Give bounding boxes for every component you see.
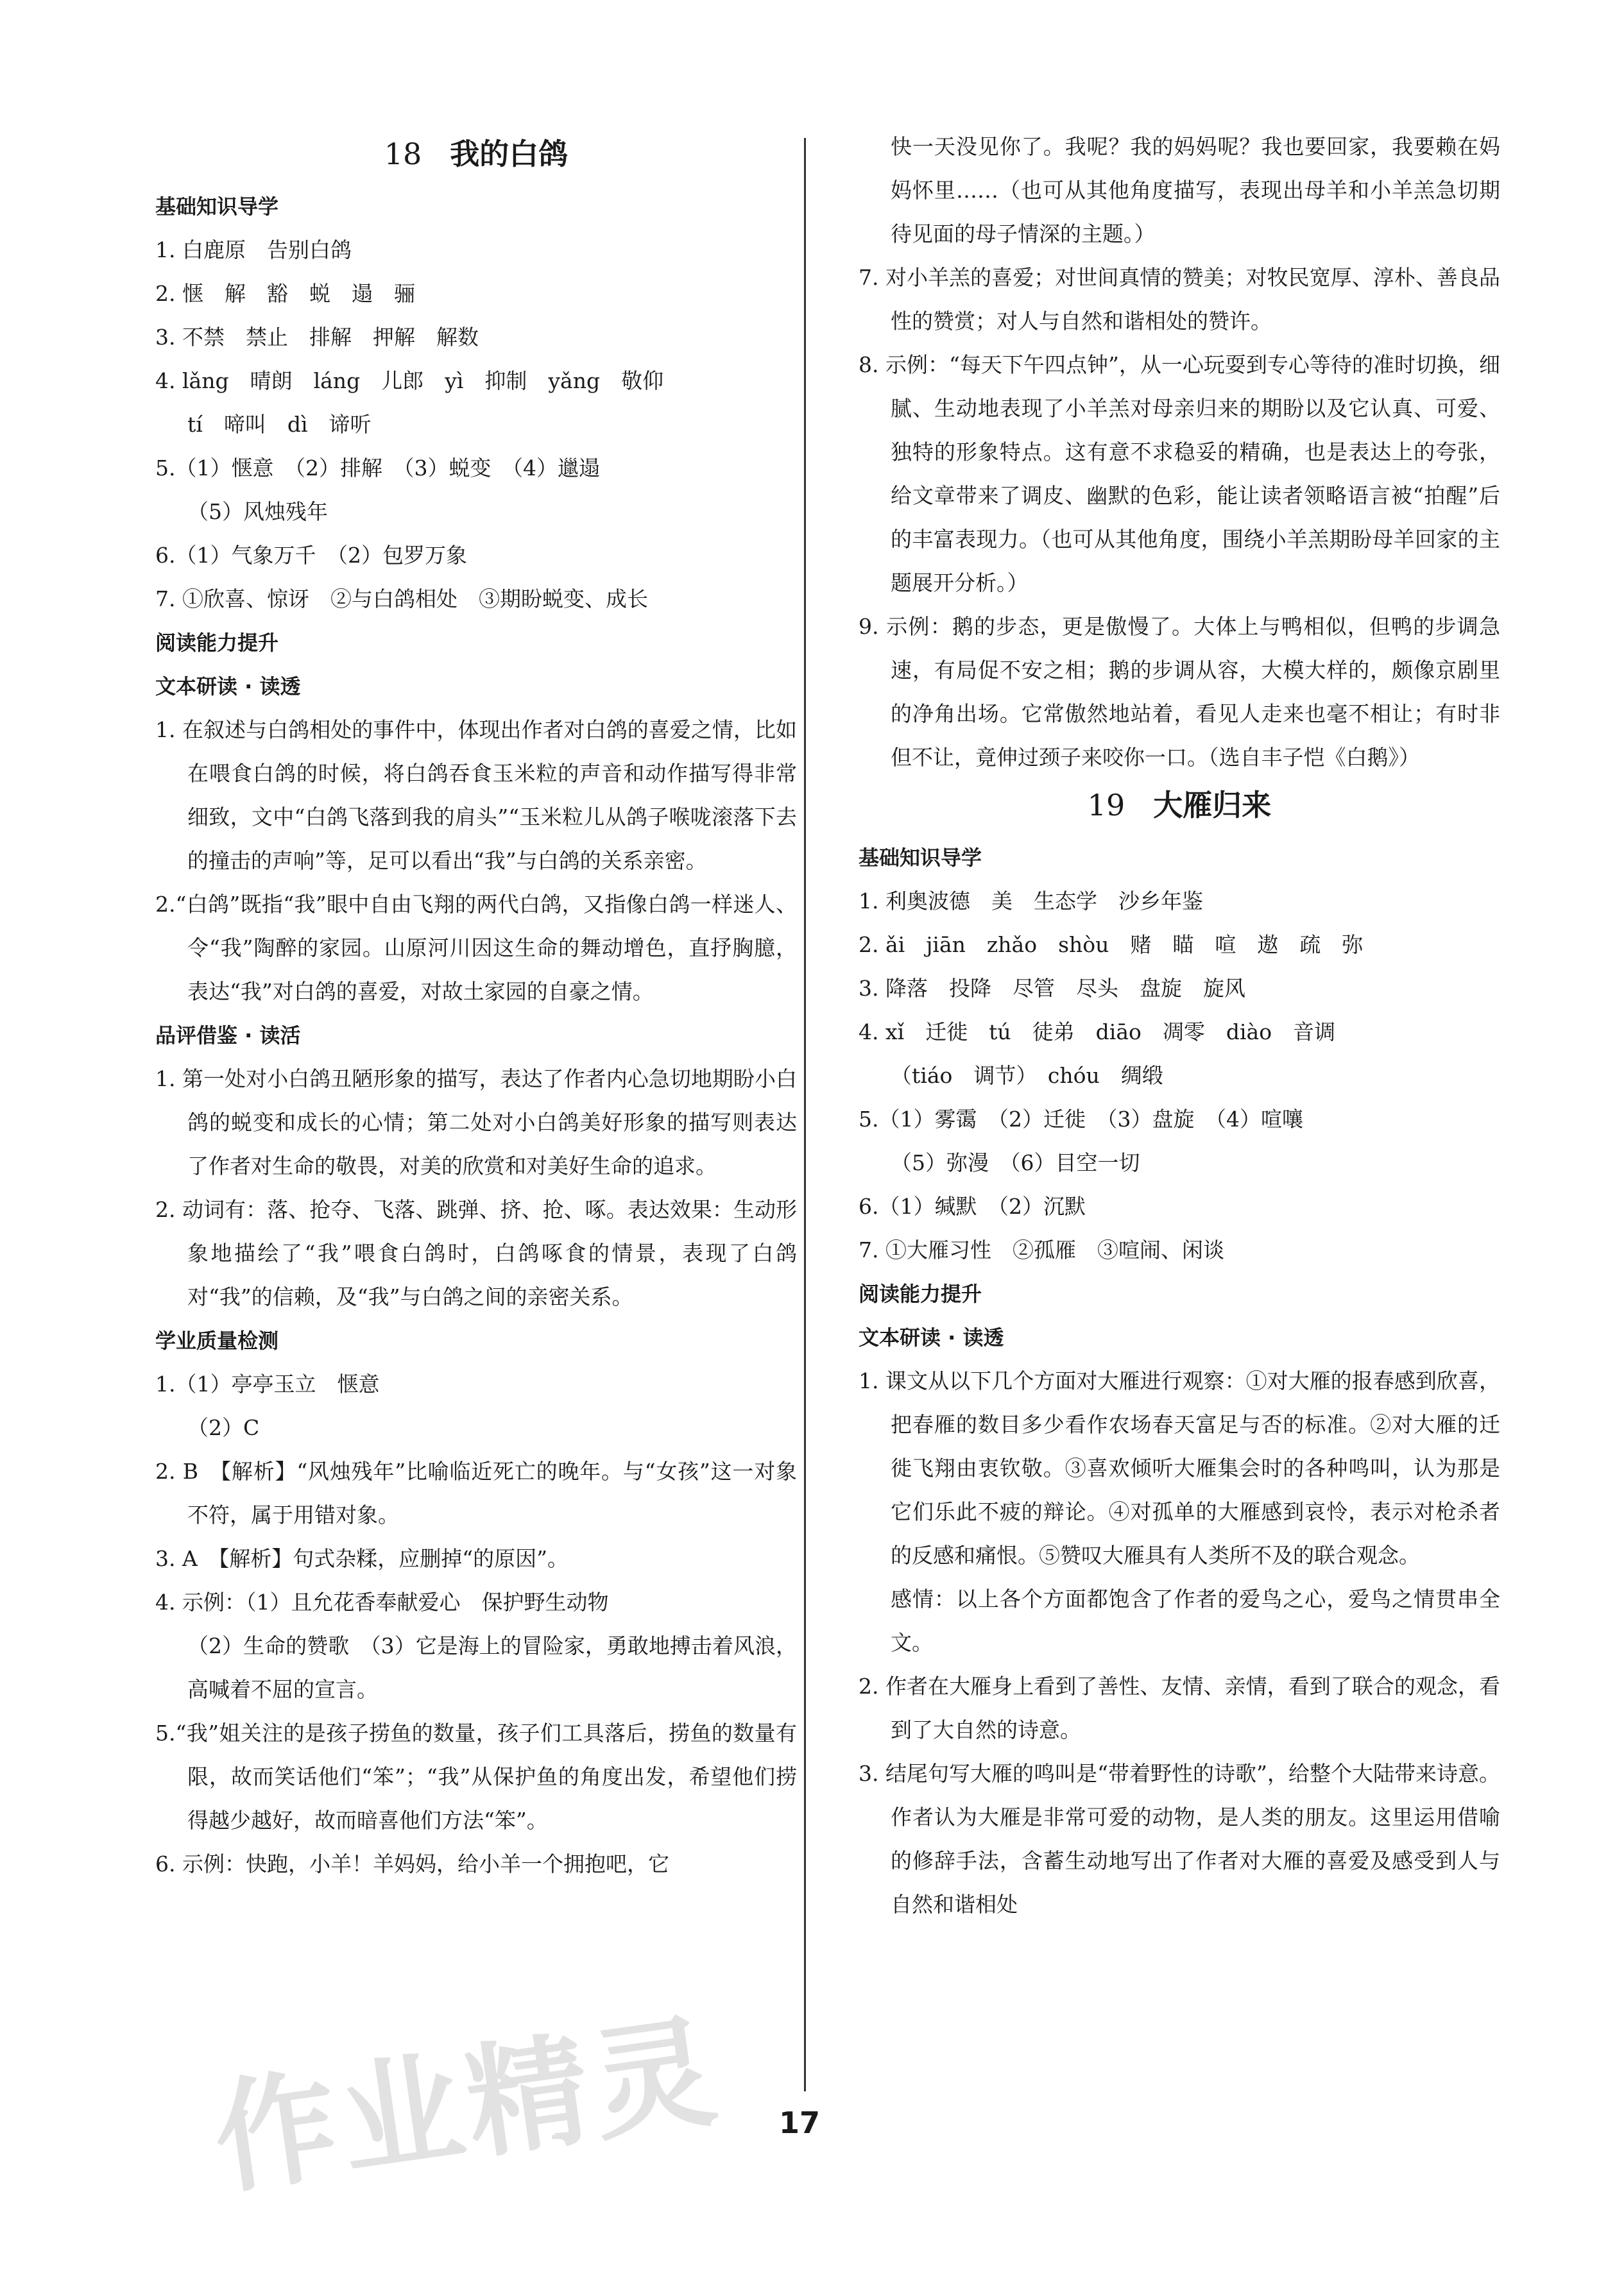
lesson-18-title <box>155 128 797 180</box>
answer-item: 4. 示例：（1）且允花香奉献爱心 保护野生动物 <box>155 1590 609 1615</box>
subsection-heading: 文本研读 · 读透 <box>859 1325 1004 1350</box>
answer-item: 5.（1）雾霭 （2）迁徙 （3）盘旋 （4）喧嚷 <box>859 1107 1303 1132</box>
answer-item: （5）弥漫 （6）目空一切 <box>891 1150 1140 1175</box>
answer-paragraph: 9. 示例：鹅的步态，更是傲慢了。大体上与鸭相似，但鸭的步调急速，有局促不安之相；鹅的步调从容，大模大样的，颇像京剧里的净角出场。它常傲然地站着，看见人走来也毫不相让；有时非但不让，竟伸过颈子来咬你一口。（选自丰子恺《白鹅》） <box>859 614 1500 770</box>
answer-paragraph: 感情：以上各个方面都饱含了作者的爱鸟之心，爱鸟之情贯串全文。 <box>891 1586 1500 1655</box>
answer-paragraph: 8. 示例：“每天下午四点钟”，从一心玩耍到专心等待的准时切换，细腻、生动地表现了小羊羔对母亲归来的期盼以及它认真、可爱、独特的形象特点。这有意不求稳妥的精确，也是表达上的夸张，给文章带来了调皮、幽默的色彩，能让读者领略语言被“拍醒”后的丰富表现力。（也可从其他角度，围绕小羊羔期盼母羊回家的主题展开分析。） <box>859 352 1500 595</box>
subsection-heading: 文本研读 · 读透 <box>155 674 301 699</box>
lesson-title-text: 大雁归来 <box>1153 788 1272 822</box>
answer-item: 1.（1）亭亭玉立 惬意 <box>155 1372 380 1397</box>
answer-paragraph: 1. 课文从以下几个方面对大雁进行观察：①对大雁的报春感到欣喜，把春雁的数目多少看作农场春天富足与否的标准。②对大雁的迁徙飞翔由衷钦敬。③喜欢倾听大雁集会时的各种鸣叫，认为那是它们乐此不疲的辩论。④对孤单的大雁感到哀怜，表示对枪杀者的反感和痛恨。⑤赞叹大雁具有人类所不及的联合观念。 <box>859 1368 1500 1568</box>
answer-paragraph: 2.“白鸽”既指“我”眼中自由飞翔的两代白鸽，又指像白鸽一样迷人、令“我”陶醉的家园。山原河川因这生命的舞动增色，直抒胸臆，表达“我”对白鸽的喜爱，对故土家园的自豪之情。 <box>155 892 797 1004</box>
answer-item: 6. 示例：快跑，小羊！羊妈妈，给小羊一个拥抱吧，它 <box>155 1851 669 1876</box>
watermark: 作业精灵 <box>205 2000 729 2211</box>
answer-item: 2. 惬 解 豁 蜕 遢 骊 <box>155 281 415 306</box>
answer-item: tí 啼叫 dì 谛听 <box>187 412 372 437</box>
answer-paragraph: 7. 对小羊羔的喜爱；对世间真情的赞美；对牧民宽厚、淳朴、善良品性的赞赏；对人与自然和谐相处的赞许。 <box>859 265 1500 334</box>
left-column <box>155 128 797 1886</box>
answer-paragraph: 2. B 【解析】“风烛残年”比喻临近死亡的晚年。与“女孩”这一对象不符，属于用错对象。 <box>155 1459 797 1527</box>
lesson-title-text: 我的白鸽 <box>450 137 569 171</box>
column-divider <box>804 138 806 2091</box>
answer-paragraph: 2. 动词有：落、抢夺、飞落、跳弹、挤、抢、啄。表达效果：生动形象地描绘了“我”喂食白鸽时，白鸽啄食的情景，表现了白鸽对“我”的信赖，及“我”与白鸽之间的亲密关系。 <box>155 1197 797 1309</box>
answer-item: 2. ǎi jiān zhǎo shòu 赌 瞄 喧 遨 疏 弥 <box>859 932 1364 957</box>
answer-item: 3. A 【解析】句式杂糅，应删掉“的原因”。 <box>155 1546 569 1571</box>
answer-paragraph: 2. 作者在大雁身上看到了善性、友情、亲情，看到了联合的观念，看到了大自然的诗意。 <box>859 1674 1500 1742</box>
answer-item: 6.（1）缄默 （2）沉默 <box>859 1194 1086 1219</box>
answer-item: 4. xǐ 迁徙 tú 徒弟 diāo 凋零 diào 音调 <box>859 1019 1336 1044</box>
section-heading: 基础知识导学 <box>859 846 982 870</box>
answer-paragraph: 5.“我”姐关注的是孩子捞鱼的数量，孩子们工具落后，捞鱼的数量有限，故而笑话他们“笨”；“我”从保护鱼的角度出发，希望他们捞得越少越好，故而暗喜他们方法“笨”。 <box>155 1721 797 1833</box>
answer-item: 6.（1）气象万千 （2）包罗万象 <box>155 543 467 568</box>
answer-item: （5）风烛残年 <box>187 499 328 524</box>
answer-item: 1. 利奥波德 美 生态学 沙乡年鉴 <box>859 889 1203 914</box>
answer-item: 1. 白鹿原 告别白鸽 <box>155 237 352 262</box>
answer-paragraph: 3. 结尾句写大雁的鸣叫是“带着野性的诗歌”，给整个大陆带来诗意。作者认为大雁是非常可爱的动物，是人类的朋友。这里运用借喻的修辞手法，含蓄生动地写出了作者对大雁的喜爱及感受到人与自然和谐相处 <box>859 1761 1500 1917</box>
answer-item: （2）C <box>187 1415 260 1440</box>
section-heading: 阅读能力提升 <box>859 1282 982 1306</box>
answer-paragraph: （2）生命的赞歌 （3）它是海上的冒险家，勇敢地搏击着风浪，高喊着不屈的宣言。 <box>187 1633 797 1702</box>
section-heading: 基础知识导学 <box>155 194 279 219</box>
lesson-number: 18 <box>384 137 422 171</box>
section-heading: 学业质量检测 <box>155 1329 279 1353</box>
answer-paragraph: 1. 在叙述与白鸽相处的事件中，体现出作者对白鸽的喜爱之情，比如在喂食白鸽的时候，将白鸽吞食玉米粒的声音和动作描写得非常细致，文中“白鸽飞落到我的肩头”“玉米粒儿从鸽子喉咙滚落下去的撞击的声响”等，足可以看出“我”与白鸽的关系亲密。 <box>155 717 797 873</box>
subsection-heading: 品评借鉴 · 读活 <box>155 1023 301 1048</box>
answer-item: （tiáo 调节） chóu 绸缎 <box>891 1063 1163 1088</box>
lesson-number: 19 <box>1087 788 1125 822</box>
section-heading: 阅读能力提升 <box>155 631 279 655</box>
answer-item: 4. lǎng 晴朗 láng 儿郎 yì 抑制 yǎng 敬仰 <box>155 368 664 393</box>
answer-item: 7. ①欣喜、惊讶 ②与白鸽相处 ③期盼蜕变、成长 <box>155 586 648 611</box>
answer-paragraph: 1. 第一处对小白鸽丑陋形象的描写，表达了作者内心急切地期盼小白鸽的蜕变和成长的心情；第二处对小白鸽美好形象的描写则表达了作者对生命的敬畏，对美的欣赏和对美好生命的追求。 <box>155 1066 797 1178</box>
answer-item: 3. 降落 投降 尽管 尽头 盘旋 旋风 <box>859 976 1245 1001</box>
lesson-19-title <box>859 779 1500 831</box>
answer-paragraph: 快一天没见你了。我呢？我的妈妈呢？我也要回家，我要赖在妈妈怀里……（也可从其他角度描写，表现出母羊和小羊羔急切期待见面的母子情深的主题。） <box>891 134 1500 246</box>
answer-item: 3. 不禁 禁止 排解 押解 解数 <box>155 325 479 350</box>
right-column <box>859 125 1500 1926</box>
answer-item: 7. ①大雁习性 ②孤雁 ③喧闹、闲谈 <box>859 1237 1224 1263</box>
page-number: 17 <box>778 2105 820 2140</box>
answer-item: 5.（1）惬意 （2）排解 （3）蜕变 （4）邋遢 <box>155 455 600 480</box>
